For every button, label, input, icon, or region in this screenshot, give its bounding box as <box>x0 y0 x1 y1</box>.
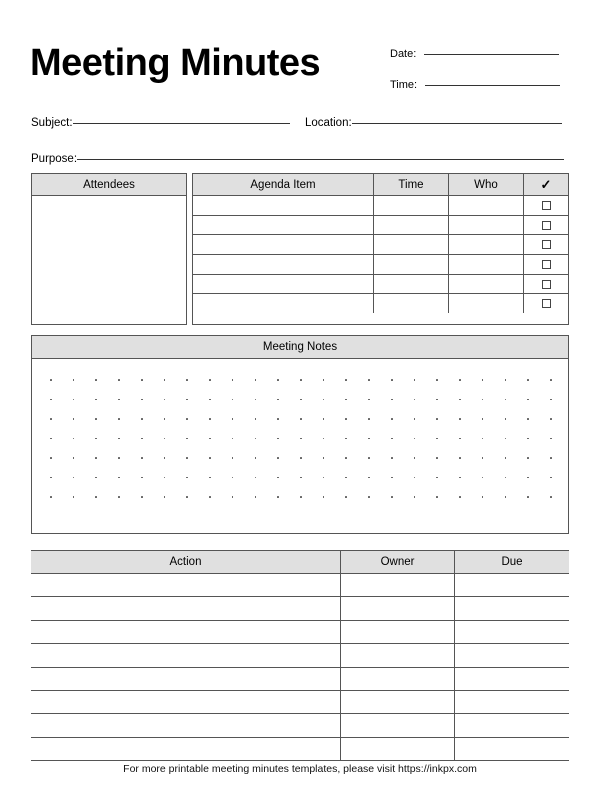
note-grid-dot <box>550 477 552 479</box>
note-grid-dot <box>300 457 302 459</box>
note-grid-dot <box>255 418 257 420</box>
location-field[interactable] <box>305 117 562 129</box>
subject-field[interactable] <box>31 117 290 129</box>
note-grid-dot <box>436 457 438 459</box>
note-grid-dot <box>436 379 438 381</box>
note-grid-dot <box>414 438 416 440</box>
action-cell-owner[interactable] <box>341 597 455 619</box>
note-grid-dot <box>118 457 120 459</box>
action-cell-owner[interactable] <box>341 621 455 643</box>
note-grid-dot <box>482 399 484 401</box>
action-cell-owner[interactable] <box>341 644 455 666</box>
note-grid-dot <box>391 418 393 420</box>
agenda-cell-check[interactable] <box>524 255 568 274</box>
note-grid-dot <box>505 418 507 420</box>
note-grid-dot <box>414 457 416 459</box>
note-grid-dot <box>368 438 370 440</box>
agenda-body <box>193 196 568 313</box>
time-field[interactable] <box>390 79 560 91</box>
agenda-cell-check[interactable] <box>524 235 568 254</box>
note-grid-dot <box>414 477 416 479</box>
note-grid-dot <box>141 399 143 401</box>
action-cell-due[interactable] <box>455 668 569 690</box>
note-grid-dot <box>255 399 257 401</box>
date-label: Date: <box>390 48 417 60</box>
note-grid-dot <box>459 379 461 381</box>
action-cell-action[interactable] <box>31 597 341 619</box>
note-grid-dot <box>550 399 552 401</box>
note-grid-dot <box>550 418 552 420</box>
note-grid-dot <box>482 379 484 381</box>
note-grid-dot <box>414 399 416 401</box>
note-grid-dot <box>482 438 484 440</box>
action-cell-owner[interactable] <box>341 668 455 690</box>
note-grid-dot <box>209 399 211 401</box>
note-grid-dot <box>323 379 325 381</box>
note-grid-dot <box>345 496 347 498</box>
agenda-cell-item[interactable] <box>193 255 374 274</box>
action-cell-owner[interactable] <box>341 574 455 596</box>
note-grid-dot <box>118 477 120 479</box>
note-grid-dot <box>436 399 438 401</box>
note-grid-dot <box>73 477 75 479</box>
note-grid-dot <box>323 457 325 459</box>
note-grid-dot <box>95 438 97 440</box>
note-grid-dot <box>141 379 143 381</box>
agenda-col-item: Agenda Item <box>193 174 374 195</box>
note-grid-dot <box>118 379 120 381</box>
note-grid-dot <box>345 399 347 401</box>
meeting-notes-header: Meeting Notes <box>32 336 568 359</box>
note-grid-dot <box>300 477 302 479</box>
agenda-cell-item[interactable] <box>193 275 374 294</box>
note-grid-dot <box>527 496 529 498</box>
table-row[interactable] <box>31 574 569 597</box>
note-grid-dot <box>482 418 484 420</box>
note-grid-dot <box>391 457 393 459</box>
table-row[interactable] <box>193 255 568 275</box>
table-row[interactable] <box>193 216 568 236</box>
note-grid-dot <box>95 457 97 459</box>
note-grid-dot <box>345 477 347 479</box>
note-grid-dot <box>232 457 234 459</box>
note-grid-dot <box>73 438 75 440</box>
agenda-col-who: Who <box>449 174 524 195</box>
attendees-section <box>31 173 187 325</box>
action-cell-action[interactable] <box>31 668 341 690</box>
note-grid-dot <box>368 457 370 459</box>
note-grid-dot <box>527 477 529 479</box>
note-grid-dot <box>414 496 416 498</box>
note-grid-dot <box>50 438 52 440</box>
action-cell-due[interactable] <box>455 621 569 643</box>
note-grid-dot <box>255 379 257 381</box>
note-grid-dot <box>73 399 75 401</box>
note-grid-dot <box>50 418 52 420</box>
note-grid-dot <box>459 457 461 459</box>
agenda-cell-who[interactable] <box>449 275 524 294</box>
agenda-cell-item[interactable] <box>193 216 374 235</box>
note-grid-dot <box>141 477 143 479</box>
note-grid-dot <box>141 438 143 440</box>
note-grid-dot <box>459 399 461 401</box>
note-grid-dot <box>164 399 166 401</box>
agenda-cell-time[interactable] <box>374 235 449 254</box>
table-row[interactable] <box>31 714 569 737</box>
meeting-notes-input-area[interactable] <box>32 359 568 533</box>
note-grid-dot <box>232 399 234 401</box>
note-grid-dot <box>368 379 370 381</box>
note-grid-dot <box>505 496 507 498</box>
checkbox-icon[interactable] <box>542 260 551 269</box>
note-grid-dot <box>277 477 279 479</box>
note-grid-dot <box>118 418 120 420</box>
note-grid-dot <box>95 399 97 401</box>
action-table <box>31 550 569 761</box>
note-grid-dot <box>277 438 279 440</box>
note-grid-dot <box>277 379 279 381</box>
page-title: Meeting Minutes <box>30 42 321 84</box>
agenda-header-row <box>193 174 568 196</box>
attendees-input-area[interactable] <box>32 196 186 324</box>
action-cell-due[interactable] <box>455 738 569 760</box>
note-grid-dot <box>186 418 188 420</box>
note-grid-dot <box>50 399 52 401</box>
note-grid-dot <box>323 477 325 479</box>
note-grid-dot <box>300 496 302 498</box>
note-grid-dot <box>186 457 188 459</box>
action-cell-action[interactable] <box>31 691 341 713</box>
note-grid-dot <box>186 438 188 440</box>
note-grid-dot <box>255 457 257 459</box>
note-grid-dot <box>277 457 279 459</box>
note-grid-dot <box>118 438 120 440</box>
note-grid-dot <box>436 418 438 420</box>
action-body <box>31 574 569 761</box>
action-cell-action[interactable] <box>31 738 341 760</box>
note-grid-dot <box>118 496 120 498</box>
note-grid-dot <box>550 496 552 498</box>
location-input-rule[interactable] <box>352 122 562 124</box>
note-grid-dot <box>300 418 302 420</box>
agenda-cell-time[interactable] <box>374 275 449 294</box>
note-grid-dot <box>459 418 461 420</box>
note-grid-dot <box>255 438 257 440</box>
action-cell-due[interactable] <box>455 644 569 666</box>
note-grid-dot <box>436 477 438 479</box>
table-row[interactable] <box>31 738 569 761</box>
note-grid-dot <box>255 496 257 498</box>
note-grid-dot <box>141 418 143 420</box>
attendees-header: Attendees <box>32 174 186 196</box>
note-grid-dot <box>345 418 347 420</box>
action-header-row <box>31 550 569 574</box>
note-grid-dot <box>277 399 279 401</box>
note-grid-dot <box>368 399 370 401</box>
note-grid-dot <box>345 438 347 440</box>
action-cell-action[interactable] <box>31 621 341 643</box>
table-row[interactable] <box>193 235 568 255</box>
note-grid-dot <box>414 379 416 381</box>
note-grid-dot <box>73 379 75 381</box>
note-grid-dot <box>345 457 347 459</box>
checkbox-icon[interactable] <box>542 221 551 230</box>
note-grid-dot <box>459 477 461 479</box>
note-grid-dot <box>209 457 211 459</box>
table-row[interactable] <box>31 644 569 667</box>
action-col-action: Action <box>31 551 341 573</box>
purpose-label: Purpose: <box>31 153 78 165</box>
note-grid-dot <box>323 438 325 440</box>
table-row[interactable] <box>193 294 568 313</box>
note-grid-dot <box>209 496 211 498</box>
note-grid-dot <box>505 457 507 459</box>
action-cell-action[interactable] <box>31 644 341 666</box>
note-grid-dot <box>232 418 234 420</box>
note-grid-dot <box>300 399 302 401</box>
agenda-cell-time[interactable] <box>374 294 449 313</box>
note-grid-dot <box>118 399 120 401</box>
note-grid-dot <box>482 477 484 479</box>
note-grid-dot <box>459 438 461 440</box>
note-grid-dot <box>186 399 188 401</box>
note-grid-dot <box>164 379 166 381</box>
note-grid-dot <box>186 477 188 479</box>
note-grid-dot <box>164 457 166 459</box>
note-grid-dot <box>164 496 166 498</box>
agenda-cell-who[interactable] <box>449 196 524 215</box>
agenda-col-time: Time <box>374 174 449 195</box>
note-grid-dot <box>95 477 97 479</box>
action-cell-due[interactable] <box>455 714 569 736</box>
note-grid-dot <box>323 399 325 401</box>
note-grid-dot <box>209 418 211 420</box>
note-grid-dot <box>73 457 75 459</box>
note-grid-dot <box>73 496 75 498</box>
note-grid-dot <box>505 379 507 381</box>
note-grid-dot <box>527 438 529 440</box>
action-col-owner: Owner <box>341 551 455 573</box>
note-grid-dot <box>482 457 484 459</box>
agenda-cell-time[interactable] <box>374 196 449 215</box>
table-row[interactable] <box>31 668 569 691</box>
agenda-cell-who[interactable] <box>449 235 524 254</box>
note-grid-dot <box>527 418 529 420</box>
checkbox-icon[interactable] <box>542 240 551 249</box>
note-grid-dot <box>141 496 143 498</box>
note-grid-dot <box>95 496 97 498</box>
location-label: Location: <box>305 117 352 129</box>
note-grid-dot <box>300 438 302 440</box>
agenda-cell-check[interactable] <box>524 275 568 294</box>
note-grid-dot <box>232 496 234 498</box>
footer-note: For more printable meeting minutes templates, please visit https://inkpx.com <box>123 763 477 775</box>
agenda-cell-item[interactable] <box>193 294 374 313</box>
action-cell-action[interactable] <box>31 574 341 596</box>
subject-input-rule[interactable] <box>73 122 290 124</box>
note-grid-dot <box>95 418 97 420</box>
check-icon: ✓ <box>524 174 568 195</box>
note-grid-dot <box>164 418 166 420</box>
checkbox-icon[interactable] <box>542 299 551 308</box>
note-grid-dot <box>209 477 211 479</box>
note-grid-dot <box>164 438 166 440</box>
note-grid-dot <box>50 477 52 479</box>
agenda-table <box>192 173 569 325</box>
note-grid-dot <box>232 379 234 381</box>
agenda-cell-check[interactable] <box>524 216 568 235</box>
action-cell-due[interactable] <box>455 597 569 619</box>
action-cell-owner[interactable] <box>341 714 455 736</box>
note-grid-dot <box>50 457 52 459</box>
note-grid-dot <box>391 379 393 381</box>
note-grid-dot <box>550 457 552 459</box>
note-grid-dot <box>436 438 438 440</box>
action-cell-owner[interactable] <box>341 691 455 713</box>
note-grid-dot <box>391 496 393 498</box>
note-grid-dot <box>550 379 552 381</box>
action-col-due: Due <box>455 551 569 573</box>
note-grid-dot <box>505 438 507 440</box>
checkbox-icon[interactable] <box>542 280 551 289</box>
note-grid-dot <box>391 477 393 479</box>
note-grid-dot <box>186 496 188 498</box>
time-input-rule[interactable] <box>425 84 560 86</box>
agenda-cell-item[interactable] <box>193 235 374 254</box>
table-row[interactable] <box>193 275 568 295</box>
note-grid-dot <box>436 496 438 498</box>
note-grid-dot <box>232 438 234 440</box>
table-row[interactable] <box>31 691 569 714</box>
note-grid-dot <box>527 457 529 459</box>
action-cell-action[interactable] <box>31 714 341 736</box>
note-grid-dot <box>368 418 370 420</box>
checkbox-icon[interactable] <box>542 201 551 210</box>
action-cell-due[interactable] <box>455 574 569 596</box>
agenda-cell-time[interactable] <box>374 255 449 274</box>
agenda-cell-who[interactable] <box>449 294 524 313</box>
meeting-notes-section <box>31 335 569 534</box>
note-grid-dot <box>505 477 507 479</box>
note-grid-dot <box>232 477 234 479</box>
note-grid-dot <box>50 496 52 498</box>
note-grid-dot <box>277 496 279 498</box>
note-grid-dot <box>527 379 529 381</box>
note-grid-dot <box>368 477 370 479</box>
note-grid-dot <box>186 379 188 381</box>
note-grid-dot <box>323 496 325 498</box>
note-grid-dot <box>414 418 416 420</box>
note-grid-dot <box>459 496 461 498</box>
note-grid-dot <box>277 418 279 420</box>
agenda-cell-who[interactable] <box>449 216 524 235</box>
agenda-cell-who[interactable] <box>449 255 524 274</box>
note-grid-dot <box>527 399 529 401</box>
date-field[interactable] <box>390 48 559 60</box>
note-grid-dot <box>209 438 211 440</box>
note-grid-dot <box>391 438 393 440</box>
note-grid-dot <box>300 379 302 381</box>
agenda-cell-item[interactable] <box>193 196 374 215</box>
note-grid-dot <box>550 438 552 440</box>
note-grid-dot <box>255 477 257 479</box>
note-grid-dot <box>482 496 484 498</box>
purpose-field[interactable] <box>31 153 564 165</box>
agenda-cell-check[interactable] <box>524 196 568 215</box>
note-grid-dot <box>95 379 97 381</box>
agenda-cell-check[interactable] <box>524 294 568 313</box>
date-input-rule[interactable] <box>424 53 559 55</box>
purpose-input-rule[interactable] <box>77 158 564 160</box>
subject-label: Subject: <box>31 117 73 129</box>
table-row[interactable] <box>193 196 568 216</box>
note-grid-dot <box>323 418 325 420</box>
note-grid-dot <box>345 379 347 381</box>
note-grid-dot <box>368 496 370 498</box>
note-grid-dot <box>73 418 75 420</box>
note-grid-dot <box>164 477 166 479</box>
note-grid-dot <box>505 399 507 401</box>
note-grid-dot <box>50 379 52 381</box>
note-grid-dot <box>209 379 211 381</box>
note-grid-dot <box>391 399 393 401</box>
action-cell-due[interactable] <box>455 691 569 713</box>
table-row[interactable] <box>31 621 569 644</box>
time-label: Time: <box>390 79 418 91</box>
action-cell-owner[interactable] <box>341 738 455 760</box>
note-grid-dot <box>141 457 143 459</box>
agenda-cell-time[interactable] <box>374 216 449 235</box>
table-row[interactable] <box>31 597 569 620</box>
